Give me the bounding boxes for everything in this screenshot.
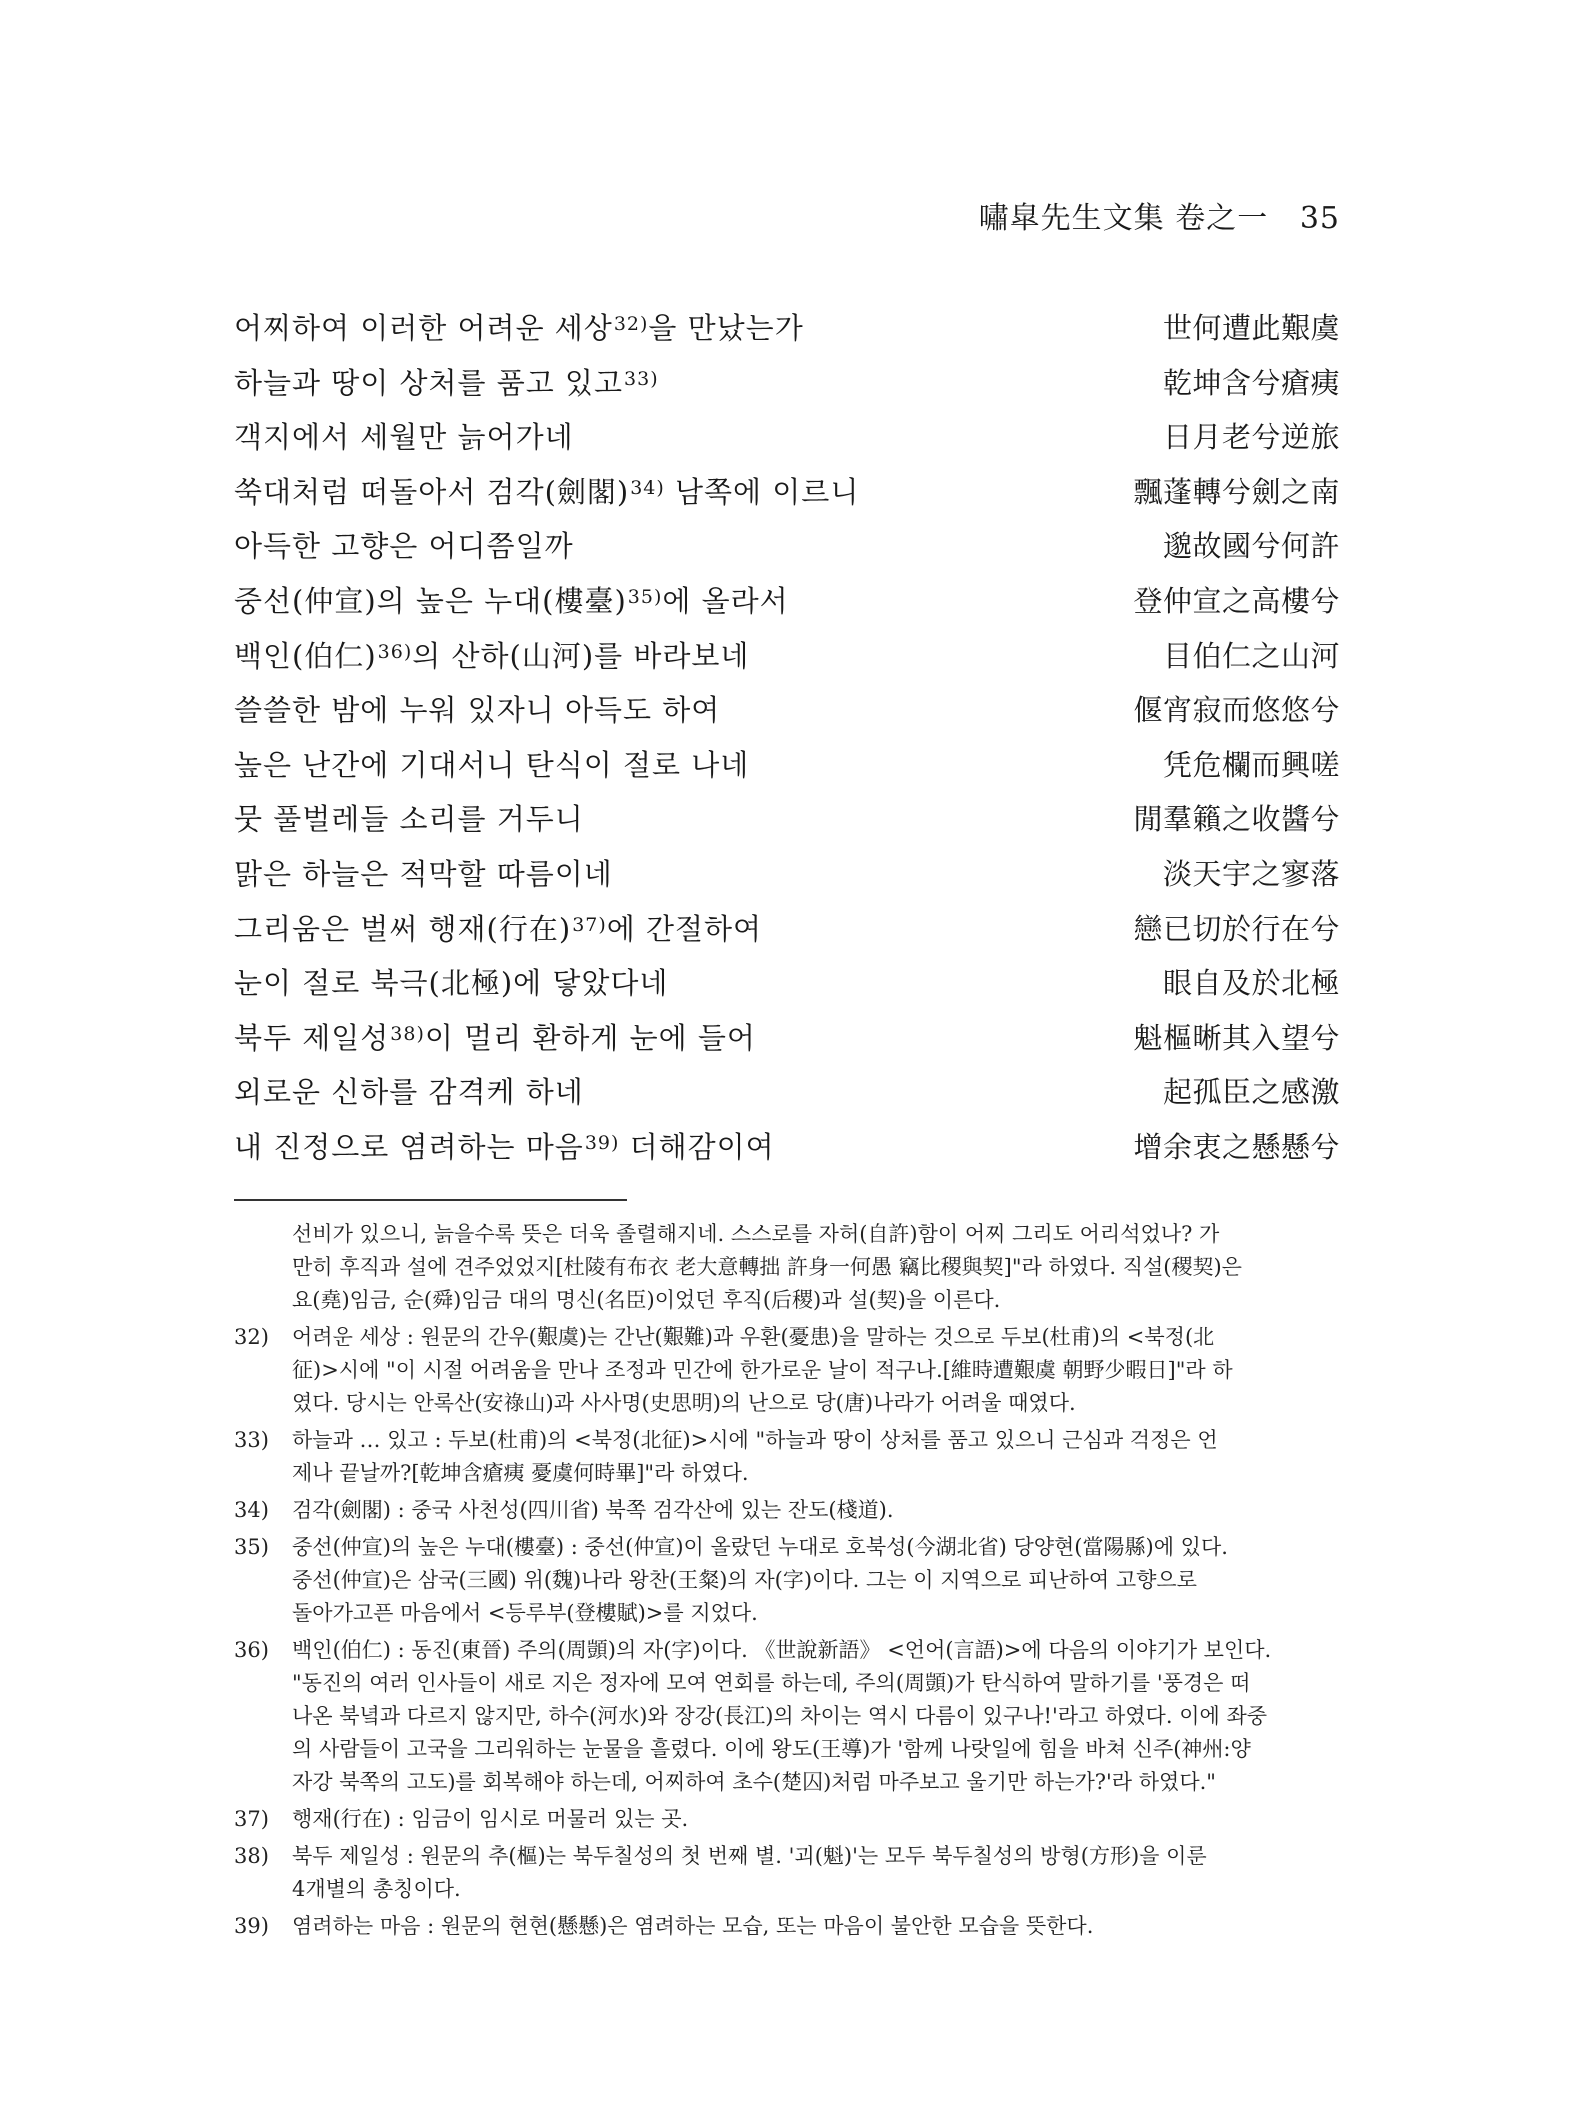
- hanja-original: 魁樞晰其入望兮: [1133, 1020, 1340, 1055]
- poem-line: [234, 1018, 1340, 1073]
- korean-text: 중선(仲宣)의 높은 누대(樓臺): [234, 583, 627, 618]
- footnote-line: 만히 후직과 설에 견주었었지[杜陵有布衣 老大意轉拙 許身一何愚 竊比稷與契]"라 하였다. 직설(稷契)은: [292, 1255, 1242, 1279]
- footnote: [234, 1494, 1340, 1527]
- footnote-marker: 38): [390, 1022, 425, 1045]
- footnote-marker: 33): [624, 367, 659, 390]
- korean-translation: [234, 1127, 775, 1171]
- footnote-number: 37): [234, 1807, 269, 1831]
- korean-text: 쑥대처럼 떠돌아서 검각(劍閣): [234, 474, 630, 509]
- footnote-text: [292, 1531, 1340, 1630]
- footnote-marker: 39): [584, 1131, 620, 1154]
- footnote: [234, 1218, 1340, 1317]
- korean-text: 내 진정으로 염려하는 마음: [234, 1129, 584, 1164]
- footnote-text: [292, 1910, 1340, 1943]
- footnotes: [234, 1218, 1340, 1947]
- footnote-line: 4개별의 총칭이다.: [292, 1877, 461, 1901]
- korean-text: 객지에서 세월만 늙어가네: [234, 420, 574, 455]
- footnote-line: 중선(仲宣)의 높은 누대(樓臺) : 중선(仲宣)이 올랐던 누대로 호북성(今湖北省) 당양현(當陽縣)에 있다.: [292, 1535, 1228, 1559]
- footnote-line: 요(堯)임금, 순(舜)임금 대의 명신(名臣)이었던 후직(后稷)과 설(契)을 이른다.: [292, 1288, 1001, 1312]
- korean-text: 어찌하여 이러한 어려운 세상: [234, 311, 613, 345]
- korean-translation: [234, 417, 574, 457]
- hanja-original: 閒羣籟之收醬兮: [1133, 802, 1340, 837]
- footnote-line: 행재(行在) : 임금이 임시로 머물러 있는 곳.: [292, 1807, 689, 1831]
- hanja-original: 淡天宇之寥落: [1162, 856, 1340, 891]
- korean-text-continued: 남쪽에 이르니: [664, 474, 860, 509]
- footnote-text: [292, 1494, 1340, 1527]
- poem-line: [234, 417, 1340, 472]
- running-header: [979, 193, 1340, 237]
- poem-line: [234, 690, 1340, 745]
- footnote-text: [292, 1840, 1340, 1906]
- korean-text-continued: 을 만났는가: [648, 311, 804, 345]
- footnote: [234, 1840, 1340, 1906]
- korean-text-continued: 에 올라서: [662, 583, 789, 618]
- korean-translation: [234, 636, 749, 680]
- korean-translation: [234, 909, 762, 953]
- footnote-marker: 36): [377, 640, 413, 663]
- hanja-original: 起孤臣之感激: [1162, 1075, 1340, 1110]
- korean-translation: [234, 963, 668, 1003]
- poem-line: [234, 799, 1340, 854]
- korean-text-continued: 에 간절하여: [606, 911, 763, 946]
- footnote-line: 어려운 세상 : 원문의 간우(艱虞)는 간난(艱難)과 우환(憂患)을 말하는 것으로 두보(杜甫)의 <북정(北: [292, 1325, 1215, 1349]
- korean-text-continued: 더해감이여: [619, 1129, 775, 1164]
- hanja-original: 乾坤含兮瘡痍: [1162, 365, 1340, 400]
- footnote: [234, 1910, 1340, 1943]
- poem-body: [234, 308, 1340, 1182]
- footnote-line: 하늘과 … 있고 : 두보(杜甫)의 <북정(北征)>시에 "하늘과 땅이 상처를 품고 있으니 근심과 걱정은 언: [292, 1428, 1218, 1452]
- hanja-original: 世何遭此艱虞: [1162, 311, 1340, 345]
- header-title: 嘯皐先生文集 卷之一: [978, 201, 1269, 236]
- footnote-text: [292, 1424, 1340, 1490]
- footnote-marker: 35): [627, 585, 663, 608]
- korean-text: 하늘과 땅이 상처를 품고 있고: [234, 365, 624, 400]
- footnote-line: 征)>시에 "이 시절 어려움을 만나 조정과 민간에 한가로운 날이 적구나.[維時遭艱虞 朝野少暇日]"라 하: [292, 1358, 1233, 1382]
- footnote-line: 중선(仲宣)은 삼국(三國) 위(魏)나라 왕찬(王粲)의 자(字)이다. 그는 이 지역으로 피난하여 고향으로: [292, 1568, 1197, 1592]
- korean-text-continued: 이 멀리 환하게 눈에 들어: [424, 1020, 756, 1055]
- poem-line: [234, 1072, 1340, 1127]
- hanja-original: 飄蓬轉兮劍之南: [1133, 474, 1340, 509]
- korean-text-continued: 의 산하(山河)를 바라보네: [412, 638, 750, 673]
- korean-translation: [234, 854, 613, 894]
- korean-translation: [234, 526, 574, 566]
- footnote-number: 32): [234, 1325, 269, 1349]
- footnote-line: 제나 끝날까?[乾坤含瘡痍 憂虞何時畢]"라 하였다.: [292, 1461, 749, 1485]
- footnote-line: 의 사람들이 고국을 그리워하는 눈물을 흘렸다. 이에 왕도(王導)가 '함께 나랏일에 힘을 바쳐 신주(神州:양: [292, 1737, 1251, 1761]
- footnote-text: [292, 1218, 1340, 1317]
- footnote: [234, 1531, 1340, 1630]
- hanja-original: 登仲宣之高樓兮: [1133, 583, 1340, 618]
- hanja-original: 日月老兮逆旅: [1162, 420, 1340, 455]
- footnote-number: 38): [234, 1844, 269, 1868]
- korean-translation: [234, 1018, 756, 1062]
- korean-text: 그리움은 벌써 행재(行在): [234, 911, 572, 946]
- korean-text: 아득한 고향은 어디쯤일까: [234, 529, 574, 564]
- korean-text: 쓸쓸한 밤에 누워 있자니 아득도 하여: [234, 693, 721, 728]
- footnote-line: "동진의 여러 인사들이 새로 지은 정자에 모여 연회를 하는데, 주의(周顗)가 탄식하여 말하기를 '풍경은 떠: [292, 1671, 1251, 1695]
- footnote-marker: 34): [630, 476, 665, 499]
- korean-translation: [234, 581, 789, 625]
- korean-text: 맑은 하늘은 적막할 따름이네: [234, 856, 613, 891]
- footnote-line: 검각(劍閣) : 중국 사천성(四川省) 북쪽 검각산에 있는 잔도(棧道).: [292, 1498, 894, 1522]
- hanja-original: 目伯仁之山河: [1162, 638, 1340, 673]
- korean-text: 눈이 절로 북극(北極)에 닿았다네: [234, 966, 669, 1001]
- korean-text: 뭇 풀벌레들 소리를 거두니: [234, 802, 584, 837]
- poem-line: [234, 909, 1340, 964]
- korean-text: 높은 난간에 기대서니 탄식이 절로 나네: [234, 747, 750, 782]
- footnote-number: 33): [234, 1428, 269, 1452]
- footnote-line: 백인(伯仁) : 동진(東晉) 주의(周顗)의 자(字)이다. 《世說新語》 <언어(言語)>에 다음의 이야기가 보인다.: [292, 1638, 1272, 1662]
- footnote: [234, 1321, 1340, 1420]
- footnote: [234, 1803, 1340, 1836]
- korean-text: 북두 제일성: [234, 1020, 390, 1055]
- poem-line: [234, 963, 1340, 1018]
- footnote-marker: 32): [613, 313, 649, 335]
- poem-line: [234, 363, 1340, 418]
- footnote-text: [292, 1634, 1340, 1799]
- korean-text: 백인(伯仁): [234, 638, 377, 673]
- page-number: 35: [1299, 201, 1340, 236]
- poem-line: [234, 1127, 1340, 1182]
- poem-line: [234, 854, 1340, 909]
- footnote-number: 39): [234, 1914, 269, 1938]
- poem-line: [234, 308, 1340, 363]
- hanja-original: 凭危欄而興嗟: [1162, 747, 1340, 782]
- footnote-line: 였다. 당시는 안록산(安祿山)과 사사명(史思明)의 난으로 당(唐)나라가 어려울 때였다.: [292, 1391, 1076, 1415]
- footnote-divider: [234, 1199, 627, 1201]
- korean-text: 외로운 신하를 감격케 하네: [234, 1075, 584, 1110]
- korean-translation: [234, 363, 659, 407]
- footnote-number: 36): [234, 1638, 269, 1662]
- footnote-text: [292, 1321, 1340, 1420]
- korean-translation: [234, 472, 859, 516]
- footnote: [234, 1424, 1340, 1490]
- footnote-marker: 37): [572, 913, 607, 936]
- hanja-original: 邈故國兮何許: [1162, 529, 1340, 564]
- korean-translation: [234, 690, 720, 730]
- poem-line: [234, 472, 1340, 527]
- korean-translation: [234, 1072, 584, 1112]
- footnote-line: 선비가 있으니, 늙을수록 뜻은 더욱 졸렬해지네. 스스로를 자허(自許)함이 어찌 그리도 어리석었나? 가: [292, 1222, 1220, 1246]
- hanja-original: 偃宵寂而悠悠兮: [1133, 693, 1340, 728]
- hanja-original: 眼自及於北極: [1162, 966, 1340, 1001]
- footnote-number: 34): [234, 1498, 269, 1522]
- footnote-line: 돌아가고픈 마음에서 <등루부(登樓賦)>를 지었다.: [292, 1601, 758, 1625]
- footnote-line: 북두 제일성 : 원문의 추(樞)는 북두칠성의 첫 번째 별. '괴(魁)'는 모두 북두칠성의 방형(方形)을 이룬: [292, 1844, 1207, 1868]
- poem-line: [234, 745, 1340, 800]
- footnote-text: [292, 1803, 1340, 1836]
- footnote-line: 자강 북쪽의 고도)를 회복해야 하는데, 어찌하여 초수(楚囚)처럼 마주보고 울기만 하는가?'라 하였다.": [292, 1770, 1216, 1794]
- korean-translation: [234, 308, 804, 352]
- poem-line: [234, 636, 1340, 691]
- hanja-original: 增余衷之懸懸兮: [1133, 1129, 1340, 1164]
- footnote-line: 염려하는 마음 : 원문의 현현(懸懸)은 염려하는 모습, 또는 마음이 불안한 모습을 뜻한다.: [292, 1914, 1094, 1938]
- korean-translation: [234, 745, 749, 785]
- poem-line: [234, 526, 1340, 581]
- footnote-line: 나온 북녘과 다르지 않지만, 하수(河水)와 장강(長江)의 차이는 역시 다름이 있구나!'라고 하였다. 이에 좌중: [292, 1704, 1268, 1728]
- hanja-original: 戀已切於行在兮: [1133, 911, 1340, 946]
- korean-translation: [234, 799, 584, 839]
- footnote-number: 35): [234, 1535, 269, 1559]
- poem-line: [234, 581, 1340, 636]
- footnote: [234, 1634, 1340, 1799]
